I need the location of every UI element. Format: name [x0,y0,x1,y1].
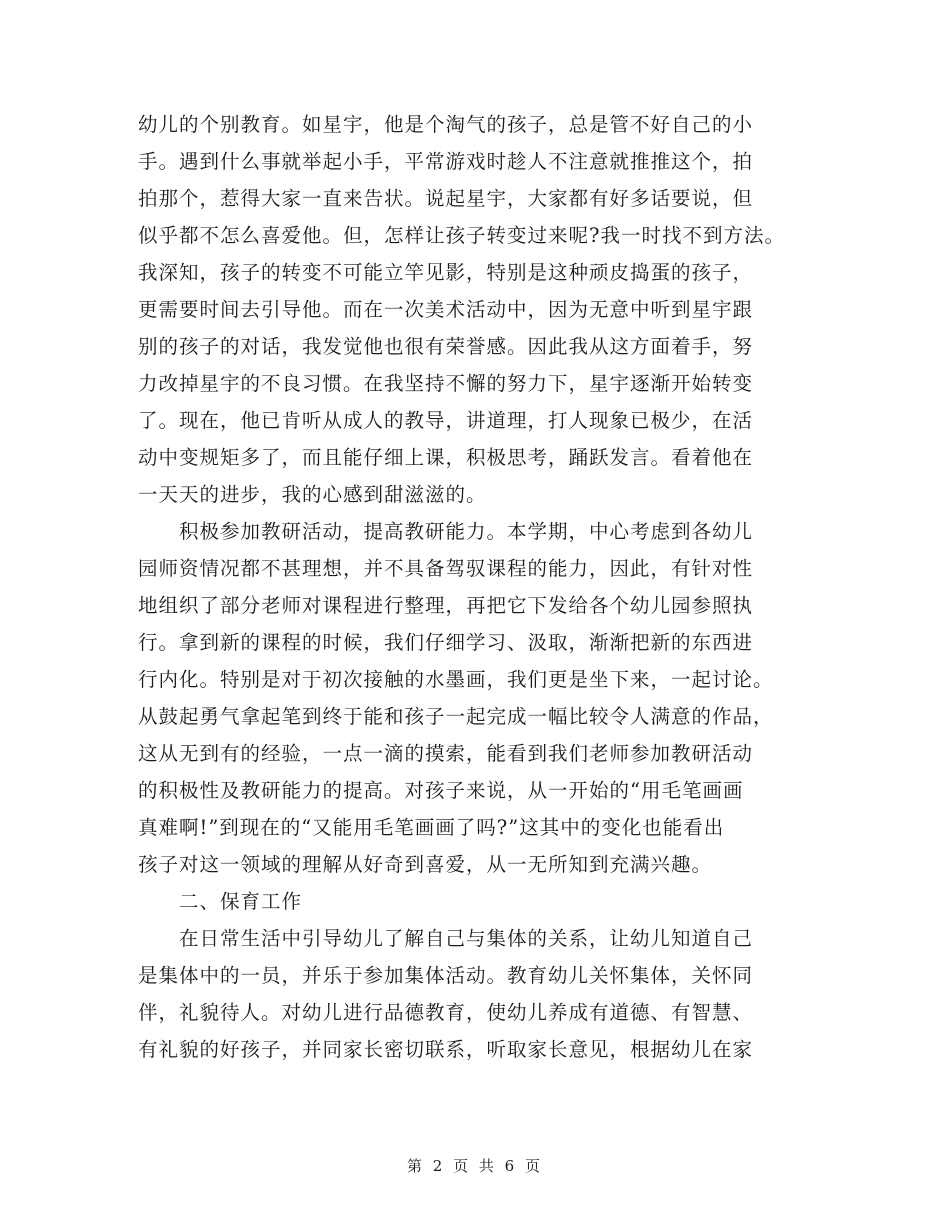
text-line: 地组织了部分老师对课程进行整理，再把它下发给各个幼儿园参照执 [138,594,754,617]
text-line: 一天天的进步，我的心感到甜滋滋的。 [138,483,487,506]
text-line: 我深知，孩子的转变不可能立竿见影，特别是这种顽皮捣蛋的孩子， [138,261,754,284]
section-heading: 二、保育工作 [138,890,303,913]
text-line: 园师资情况都不甚理想，并不具备驾驭课程的能力，因此，有针对性 [138,557,754,580]
text-line: 似乎都不怎么喜爱他。但，怎样让孩子转变过来呢?我一时找不到方法。 [138,224,785,247]
text-line: 从鼓起勇气拿起笔到终于能和孩子一起完成一幅比较令人满意的作品， [138,705,774,728]
text-line: 动中变规矩多了，而且能仔细上课，积极思考，踊跃发言。看着他在 [138,446,754,469]
text-line: 力改掉星宇的不良习惯。在我坚持不懈的努力下，星宇逐渐开始转变 [138,372,754,395]
text-line: 孩子对这一领域的理解从好奇到喜爱，从一无所知到充满兴趣。 [138,853,713,876]
paragraph-start-line: 在日常生活中引导幼儿了解自己与集体的关系，让幼儿知道自己 [138,927,754,950]
text-line: 有礼貌的好孩子，并同家长密切联系，听取家长意见，根据幼儿在家 [138,1038,754,1061]
text-line: 的积极性及教研能力的提高。对孩子来说，从一开始的“用毛笔画画 [138,779,744,802]
text-line: 更需要时间去引导他。而在一次美术活动中，因为无意中听到星宇跟 [138,298,754,321]
text-line: 幼儿的个别教育。如星宇，他是个淘气的孩子，总是管不好自己的小 [138,113,754,136]
text-line: 了。现在，他已肯听从成人的教导，讲道理，打人现象已极少，在活 [138,409,754,432]
text-line: 手。遇到什么事就举起小手，平常游戏时趁人不注意就推推这个，拍 [138,150,754,173]
text-line: 别的孩子的对话，我发觉他也很有荣誉感。因此我从这方面着手，努 [138,335,754,358]
text-line: 这从无到有的经验，一点一滴的摸索，能看到我们老师参加教研活动 [138,742,754,765]
text-line: 真难啊!”到现在的“又能用毛笔画画了吗?”这其中的变化也能看出 [138,816,725,839]
paragraph-start-line: 积极参加教研活动，提高教研能力。本学期，中心考虑到各幼儿 [138,520,754,543]
text-line: 拍那个，惹得大家一直来告状。说起星宇，大家都有好多话要说，但 [138,187,754,210]
text-line: 行。拿到新的课程的时候，我们仔细学习、汲取，渐渐把新的东西进 [138,631,754,654]
text-line: 行内化。特别是对于初次接触的水墨画，我们更是坐下来，一起讨论。 [138,668,774,691]
text-line: 是集体中的一员，并乐于参加集体活动。教育幼儿关怀集体，关怀同 [138,964,754,987]
text-line: 伴，礼貌待人。对幼儿进行品德教育，使幼儿养成有道德、有智慧、 [138,1001,754,1024]
page-number-footer: 第 2 页 共 6 页 [407,1157,543,1175]
body-text [138,106,818,1068]
